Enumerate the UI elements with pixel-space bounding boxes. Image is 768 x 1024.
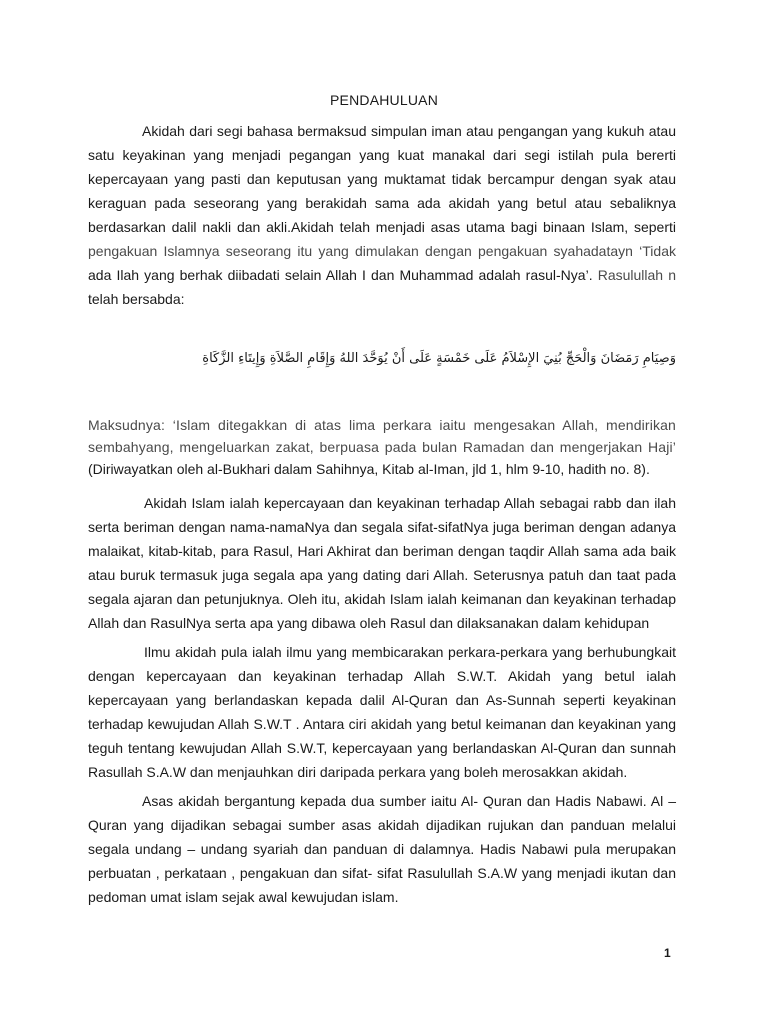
paragraph-asas-akidah: Asas akidah bergantung kepada dua sumber iaitu Al- Quran dan Hadis Nabawi. Al – Quran yang dijadikan sebagai sumber asas akidah dijadikan rujukan dan panduan melalui segala undang – undang syariah dan panduan di dalamnya. Hadis Nabawi pula merupakan perbuatan , perkataan , pengakuan dan sifat- sifat Rasulullah S.A.W yang menjadi ikutan dan pedoman umat islam sejak awal kewujudan islam. [88,793,676,905]
paragraph-1-end: telah bersabda: [88,291,185,307]
hadith-reference: (Diriwayatkan oleh al-Bukhari dalam Sahihnya, Kitab al-Iman, jld 1, hlm 9-10, hadith no. 8). [88,461,650,477]
hadith-translation-text: Maksudnya: ‘Islam ditegakkan di atas lima perkara iaitu mengesakan Allah, mendirikan sembahyang, mengeluarkan zakat, berpuasa pada bulan Ramadan dan mengerjakan Haji’ [88,417,676,455]
paragraph-ilmu-akidah: Ilmu akidah pula ialah ilmu yang membicarakan perkara-perkara yang berhubungkait dengan kepercayaan dan keyakinan terhadap Allah S.W.T. Akidah yang betul ialah kepercayaan yang berlandaskan kepada dalil Al-Quran dan As-Sunnah seperti keyakinan terhadap kewujudan Allah S.W.T . Antara ciri akidah yang betul keimanan dan keyakinan yang teguh tentang kewujudan Allah S.W.T, kepercayaan yang berlandaskan Al-Quran dan sunnah Rasullah S.A.W dan menjauhkan diri daripada perkara yang boleh merosakkan akidah. [88,644,676,780]
paragraph-1-main: Akidah dari segi bahasa bermaksud simpulan iman atau pengangan yang kukuh atau satu keyakinan yang menjadi pegangan yang kuat manakal dari segi istilah pula bererti kepercayaan yang pasti dan keputusan yang muktamat tidak bercampur dengan syak atau keraguan pada seseorang yang berakidah sama ada akidah yang betul atau sebaliknya berdasarkan dalil nakli dan akli.Akidah telah menjadi asas utama bagi binaan Islam, seperti [88,123,676,235]
paragraph-akidah-islam: Akidah Islam ialah kepercayaan dan keyakinan terhadap Allah sebagai rabb dan ilah serta beriman dengan nama-namaNya dan segala sifat-sifatNya juga beriman dengan adanya malaikat, kitab-kitab, para Rasul, Hari Akhirat dan beriman dengan taqdir Allah sama ada baik atau buruk termasuk juga segala apa yang dating dari Allah. Seterusnya patuh dan taat pada segala ajaran dan petunjuknya. Oleh itu, akidah Islam ialah keimanan dan keyakinan terhadap Allah dan RasulNya serta apa yang dibawa oleh Rasul dan dilaksanakan dalam kehidupan [88,495,676,631]
page-title: PENDAHULUAN [330,92,438,108]
arabic-hadith-text: وَصِيَامِ رَمَضَانَ وَالْحَجِّ بُنِيَ الإِسْلاَمُ عَلَى خَمْسَةٍ عَلَى أَنْ يُوَحَّدَ اللهُ وَإِقَامِ الصَّلاَةِ وَإِيتَاءِ الزَّكَاةِ [202,351,676,366]
paragraph-introduction [88,119,676,311]
hadith-translation [88,414,676,480]
paragraph-1-mid: ada Ilah yang berhak diibadati selain Allah I dan Muhammad adalah rasul-Nya’. [88,267,598,283]
paragraph-1-gray-a: pengakuan Islamnya seseorang itu yang dimulakan dengan pengakuan syahadatayn ‘Tidak [88,243,676,259]
paragraph-1-gray-b: Rasulullah n [597,267,676,283]
page-number: 1 [664,946,671,960]
